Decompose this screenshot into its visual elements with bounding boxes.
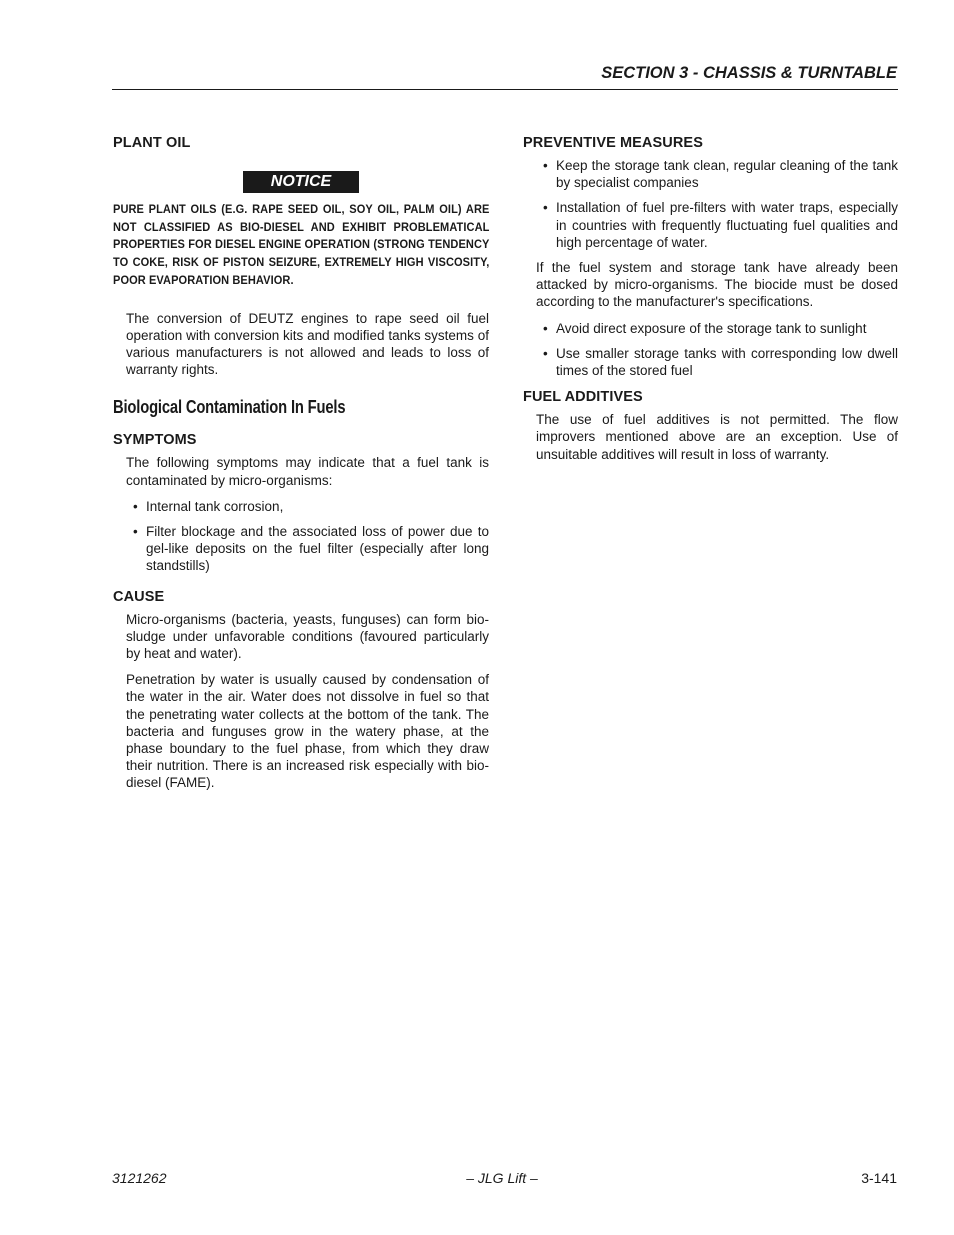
page-number: 3-141 xyxy=(861,1170,897,1186)
biological-contamination-heading: Biological Contamination In Fuels xyxy=(113,397,346,418)
bullet-icon: • xyxy=(543,345,548,361)
list-item xyxy=(543,199,898,251)
preventive-paragraph: If the fuel system and storage tank have already been attacked by micro-organisms. The biocide must be dosed according to the manufacturer's specifications. xyxy=(536,260,898,310)
bullet-icon: • xyxy=(543,200,548,216)
preventive-measures-heading: PREVENTIVE MEASURES xyxy=(523,135,703,151)
list-item xyxy=(133,498,489,515)
document-number: 3121262 xyxy=(112,1170,167,1186)
fuel-additives-heading: FUEL ADDITIVES xyxy=(523,389,643,406)
cause-paragraph-1: Micro-organisms (bacteria, yeasts, funguses) can form bio-sludge under unfavorable conditions (favoured particularly by heat and water). xyxy=(126,611,489,661)
bullet-icon: • xyxy=(133,523,138,539)
notice-banner xyxy=(113,171,489,193)
fuel-additives-paragraph: The use of fuel additives is not permitted. The flow improvers mentioned above are an exception. Use of unsuitable additives will result in loss of warranty. xyxy=(536,412,898,462)
bullet-icon: • xyxy=(543,158,548,173)
list-item xyxy=(543,320,898,337)
list-item-text: Internal tank corrosion, xyxy=(146,498,284,514)
notice-text: PURE PLANT OILS (E.G. RAPE SEED OIL, SOY OIL, PALM OIL) ARE NOT CLASSIFIED AS BIO-DIESEL AND EXHIBIT PROBLEMATICAL PROPERTIES FOR DIESEL ENGINE OPERATION (STRONG TENDENCY TO COKE, RISK OF PISTON SEIZURE, EXTREMELY HIGH VISCOSITY, POOR EVAPORATION BEHAVIOR. xyxy=(113,202,490,287)
plant-oil-paragraph: The conversion of DEUTZ engines to rape seed oil fuel operation with conversion kits and modified tanks systems of various manufacturers is not allowed and leads to loss of warranty rights. xyxy=(126,310,489,378)
notice-label: NOTICE xyxy=(243,171,359,193)
bullet-icon: • xyxy=(133,498,138,514)
list-item-text: Keep the storage tank clean, regular cleaning of the tank by specialist companies xyxy=(556,158,898,191)
plant-oil-heading: PLANT OIL xyxy=(113,135,191,151)
symptoms-paragraph: The following symptoms may indicate that a fuel tank is contaminated by micro-organisms: xyxy=(126,455,489,488)
list-item-text: Filter blockage and the associated loss of power due to gel-like deposits on the fuel filter (especially after long standstills) xyxy=(146,523,489,574)
list-item-text: Avoid direct exposure of the storage tank to sunlight xyxy=(556,320,867,336)
list-item-text: Use smaller storage tanks with corresponding low dwell times of the stored fuel xyxy=(556,345,898,379)
footer-brand: – JLG Lift – xyxy=(466,1170,538,1186)
left-column xyxy=(113,135,489,801)
header-rule xyxy=(112,89,898,90)
list-item xyxy=(543,345,898,379)
bullet-icon: • xyxy=(543,320,548,336)
cause-paragraph-2: Penetration by water is usually caused by condensation of the water in the air. Water does not dissolve in fuel so that the penetrating water collects at the bottom of the tank. The bacteria and funguses grow in the watery phase, at the phase boundary to the fuel phase, from which they draw their nutrition. There is an increased risk especially with bio-diesel (FAME). xyxy=(126,672,489,791)
right-column xyxy=(523,135,898,472)
symptoms-heading: SYMPTOMS xyxy=(113,432,197,449)
list-item xyxy=(543,157,898,191)
cause-heading: CAUSE xyxy=(113,588,165,605)
list-item-text: Installation of fuel pre-filters with water traps, especially in countries with frequently fluctuating fuel qualities and high percentage of water. xyxy=(556,200,898,250)
list-item xyxy=(133,523,489,575)
section-header: SECTION 3 - CHASSIS & TURNTABLE xyxy=(601,64,897,82)
